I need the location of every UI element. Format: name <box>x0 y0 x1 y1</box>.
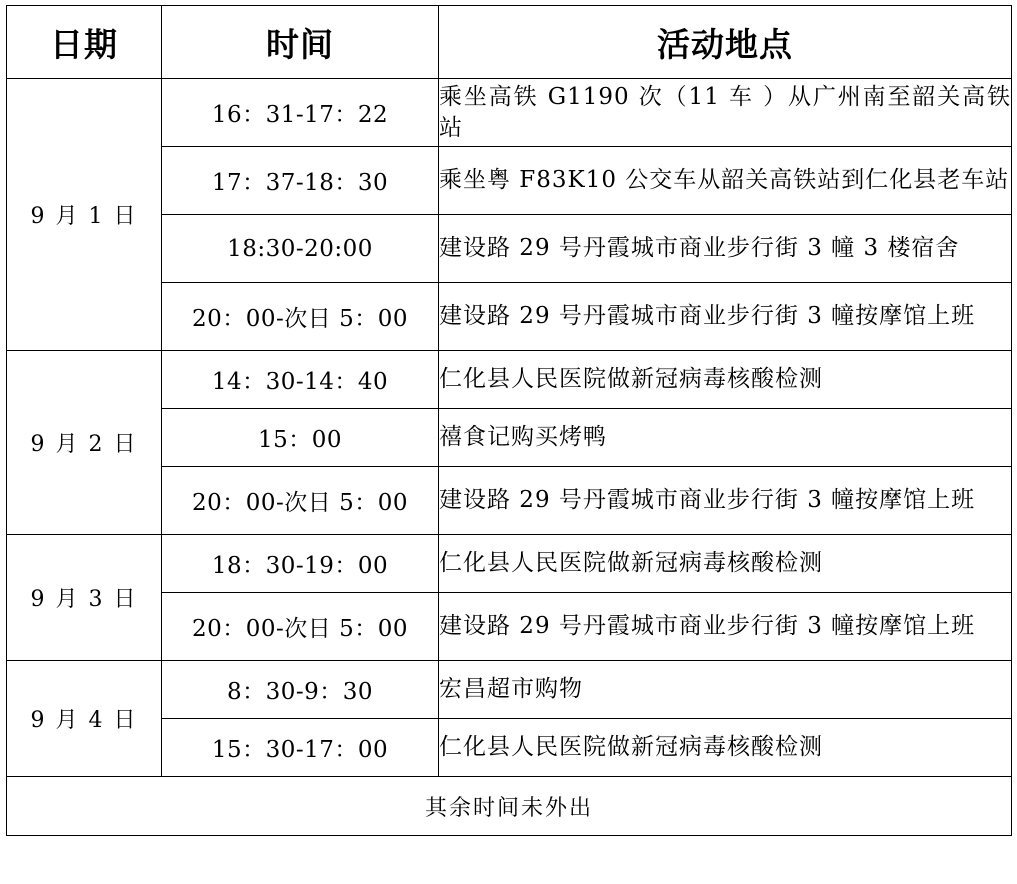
place-cell: 建设路 29 号丹霞城市商业步行街 3 幢按摩馆上班 <box>439 283 1012 351</box>
time-cell: 20：00-次日 5：00 <box>162 467 439 535</box>
header-time: 时间 <box>162 6 439 79</box>
place-cell: 乘坐高铁 G1190 次（11 车 ）从广州南至韶关高铁站 <box>439 79 1012 147</box>
place-cell: 仁化县人民医院做新冠病毒核酸检测 <box>439 535 1012 593</box>
place-cell: 仁化县人民医院做新冠病毒核酸检测 <box>439 719 1012 777</box>
header-row <box>7 6 1012 79</box>
table-row <box>7 535 1012 593</box>
time-cell: 20：00-次日 5：00 <box>162 283 439 351</box>
itinerary-table <box>6 5 1012 836</box>
time-cell: 14：30-14：40 <box>162 351 439 409</box>
time-cell: 20：00-次日 5：00 <box>162 593 439 661</box>
table-row <box>7 351 1012 409</box>
time-cell: 17：37-18：30 <box>162 147 439 215</box>
place-cell: 仁化县人民医院做新冠病毒核酸检测 <box>439 351 1012 409</box>
time-cell: 15：00 <box>162 409 439 467</box>
header-place: 活动地点 <box>439 6 1012 79</box>
time-cell: 18:30-20:00 <box>162 215 439 283</box>
table-row <box>7 661 1012 719</box>
place-cell: 建设路 29 号丹霞城市商业步行街 3 幢按摩馆上班 <box>439 593 1012 661</box>
footer-row <box>7 777 1012 836</box>
table-row <box>7 79 1012 147</box>
place-cell: 建设路 29 号丹霞城市商业步行街 3 幢按摩馆上班 <box>439 467 1012 535</box>
place-cell: 宏昌超市购物 <box>439 661 1012 719</box>
place-cell: 乘坐粤 F83K10 公交车从韶关高铁站到仁化县老车站 <box>439 147 1012 215</box>
footer-note: 其余时间未外出 <box>7 777 1012 836</box>
date-cell-day1: 9 月 1 日 <box>7 79 162 351</box>
header-date: 日期 <box>7 6 162 79</box>
time-cell: 16：31-17：22 <box>162 79 439 147</box>
date-cell-day3: 9 月 3 日 <box>7 535 162 661</box>
time-cell: 15：30-17：00 <box>162 719 439 777</box>
place-cell: 建设路 29 号丹霞城市商业步行街 3 幢 3 楼宿舍 <box>439 215 1012 283</box>
date-cell-day2: 9 月 2 日 <box>7 351 162 535</box>
place-cell: 禧食记购买烤鸭 <box>439 409 1012 467</box>
time-cell: 18：30-19：00 <box>162 535 439 593</box>
time-cell: 8：30-9：30 <box>162 661 439 719</box>
date-cell-day4: 9 月 4 日 <box>7 661 162 777</box>
